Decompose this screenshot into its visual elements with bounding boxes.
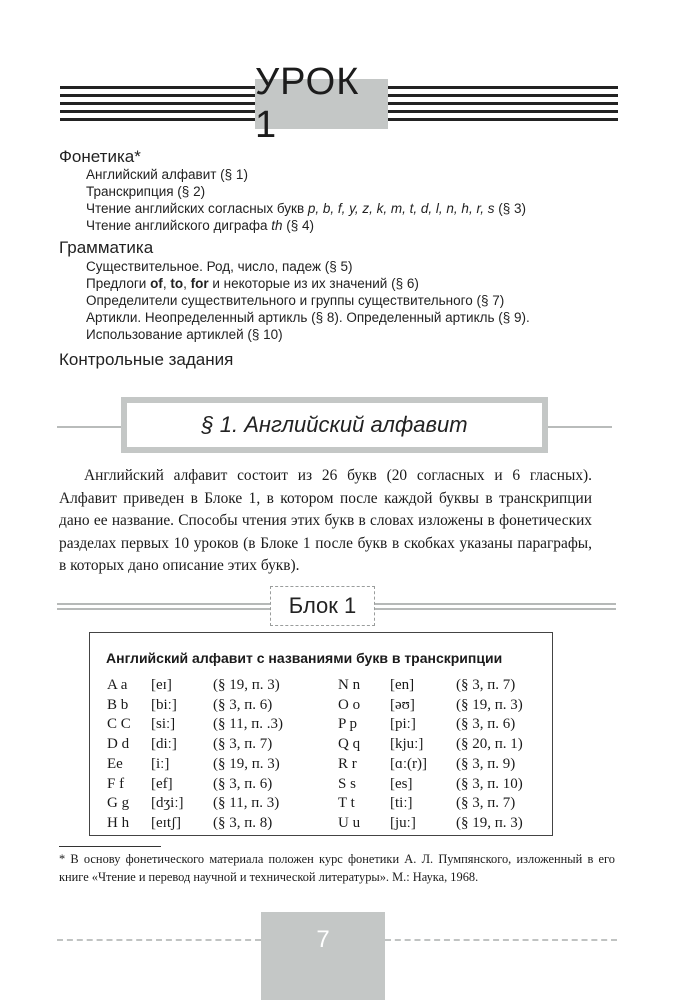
- reference-cell: (§ 11, п. .3): [213, 716, 283, 733]
- page-rule-right: [385, 939, 617, 941]
- toc-heading-grammar: Грамматика: [59, 238, 154, 257]
- page-number: 7: [261, 912, 385, 1000]
- letter-cell: H h: [107, 814, 130, 831]
- reference-cell: (§ 3, п. 6): [456, 716, 516, 733]
- transcription-cell: [ef]: [151, 775, 173, 792]
- section-title: § 1. Английский алфавит: [121, 397, 548, 453]
- reference-cell: (§ 19, п. 3): [213, 677, 280, 693]
- reference-cell: (§ 3, п. 6): [213, 696, 273, 713]
- footnote-rule: [59, 846, 161, 847]
- reference-cell: (§ 11, п. 3): [213, 795, 280, 812]
- block-label: Блок 1: [270, 586, 375, 626]
- toc-item: Чтение английских согласных букв p, b, f, y, z, k, m, t, d, l, n, h, r, s (§ 3): [86, 201, 526, 216]
- transcription-cell: [iː]: [151, 755, 170, 772]
- block-rule-left-2: [57, 608, 271, 610]
- reference-cell: (§ 3, п. 6): [213, 775, 273, 792]
- transcription-cell: [biː]: [151, 696, 177, 713]
- transcription-cell: [eɪ]: [151, 677, 172, 693]
- letter-cell: N n: [338, 677, 361, 693]
- lesson-title: УРОК 1: [255, 79, 388, 129]
- body-paragraph: Английский алфавит состоит из 26 букв (20 согласных и 6 гласных). Алфавит приведен в Блоке 1, в котором после каждой буквы в транскрипции дано ее название. Способы чтения этих букв в словах изложены в фонетических разделах первых 10 уроков (в Блоке 1 после букв в скобках указаны параграфы, в которых дано описание этих букв).: [59, 467, 592, 574]
- reference-cell: (§ 3, п. 10): [456, 775, 523, 792]
- letter-cell: Q q: [338, 736, 361, 753]
- letter-cell: P p: [338, 716, 358, 733]
- transcription-cell: [tiː]: [390, 795, 413, 812]
- reference-cell: (§ 19, п. 3): [456, 696, 523, 713]
- transcription-cell: [es]: [390, 775, 413, 792]
- letter-cell: C C: [107, 716, 131, 733]
- toc-item: Существительное. Род, число, падеж (§ 5): [86, 259, 353, 274]
- page-rule-left: [57, 939, 261, 941]
- table-title: Английский алфавит с названиями букв в транскрипции: [106, 650, 503, 666]
- reference-cell: (§ 19, п. 3): [213, 755, 280, 772]
- transcription-cell: [diː]: [151, 736, 177, 753]
- toc-item: Артикли. Неопределенный артикль (§ 8). Определенный артикль (§ 9).: [86, 310, 530, 325]
- reference-cell: (§ 3, п. 7): [213, 736, 273, 753]
- letter-cell: U u: [338, 814, 361, 831]
- toc-item: Определители существительного и группы существительного (§ 7): [86, 293, 505, 308]
- block-rule-left-1: [57, 603, 271, 605]
- toc-item: Использование артиклей (§ 10): [86, 327, 283, 342]
- letter-cell: A a: [107, 677, 128, 693]
- letter-cell: S s: [338, 775, 356, 792]
- toc-heading-control: Контрольные задания: [59, 350, 234, 369]
- transcription-cell: [piː]: [390, 716, 416, 733]
- transcription-cell: [əʊ]: [390, 696, 415, 713]
- transcription-cell: [kjuː]: [390, 736, 424, 753]
- reference-cell: (§ 3, п. 7): [456, 795, 516, 812]
- reference-cell: (§ 3, п. 7): [456, 677, 516, 693]
- toc-heading-phonetics: Фонетика*: [59, 147, 141, 166]
- section-rule-left: [57, 426, 123, 428]
- transcription-cell: [juː]: [390, 814, 416, 831]
- transcription-cell: [en]: [390, 677, 415, 693]
- letter-cell: B b: [107, 696, 129, 713]
- reference-cell: (§ 3, п. 9): [456, 755, 516, 772]
- footnote: * В основу фонетического материала положен курс фонетики А. Л. Пумпянского, изложенный в его книге «Чтение и перевод научной и технической литературы». М.: Наука, 1968.: [59, 852, 615, 884]
- letter-cell: D d: [107, 736, 130, 753]
- block-rule-right-2: [374, 608, 616, 610]
- transcription-cell: [dʒiː]: [151, 795, 184, 812]
- letter-cell: T t: [338, 795, 355, 812]
- toc-item: Чтение английского диграфа th (§ 4): [86, 218, 315, 233]
- block-rule-right-1: [374, 603, 616, 605]
- reference-cell: (§ 20, п. 1): [456, 736, 523, 753]
- reference-cell: (§ 3, п. 8): [213, 814, 273, 831]
- letter-cell: G g: [107, 795, 130, 812]
- toc-item: Английский алфавит (§ 1): [86, 167, 248, 182]
- toc-item: Предлоги of, to, for и некоторые из их значений (§ 6): [86, 276, 419, 291]
- transcription-cell: [eɪtʃ]: [151, 814, 181, 831]
- section-rule-right: [546, 426, 612, 428]
- transcription-cell: [ɑː(r)]: [390, 755, 427, 772]
- letter-cell: R r: [338, 755, 357, 772]
- transcription-cell: [siː]: [151, 716, 176, 733]
- letter-cell: F f: [107, 775, 125, 792]
- letter-cell: Ee: [107, 755, 123, 772]
- toc-item: Транскрипция (§ 2): [86, 184, 206, 199]
- alphabet-table: [89, 632, 553, 836]
- letter-cell: O o: [338, 696, 361, 713]
- reference-cell: (§ 19, п. 3): [456, 814, 523, 831]
